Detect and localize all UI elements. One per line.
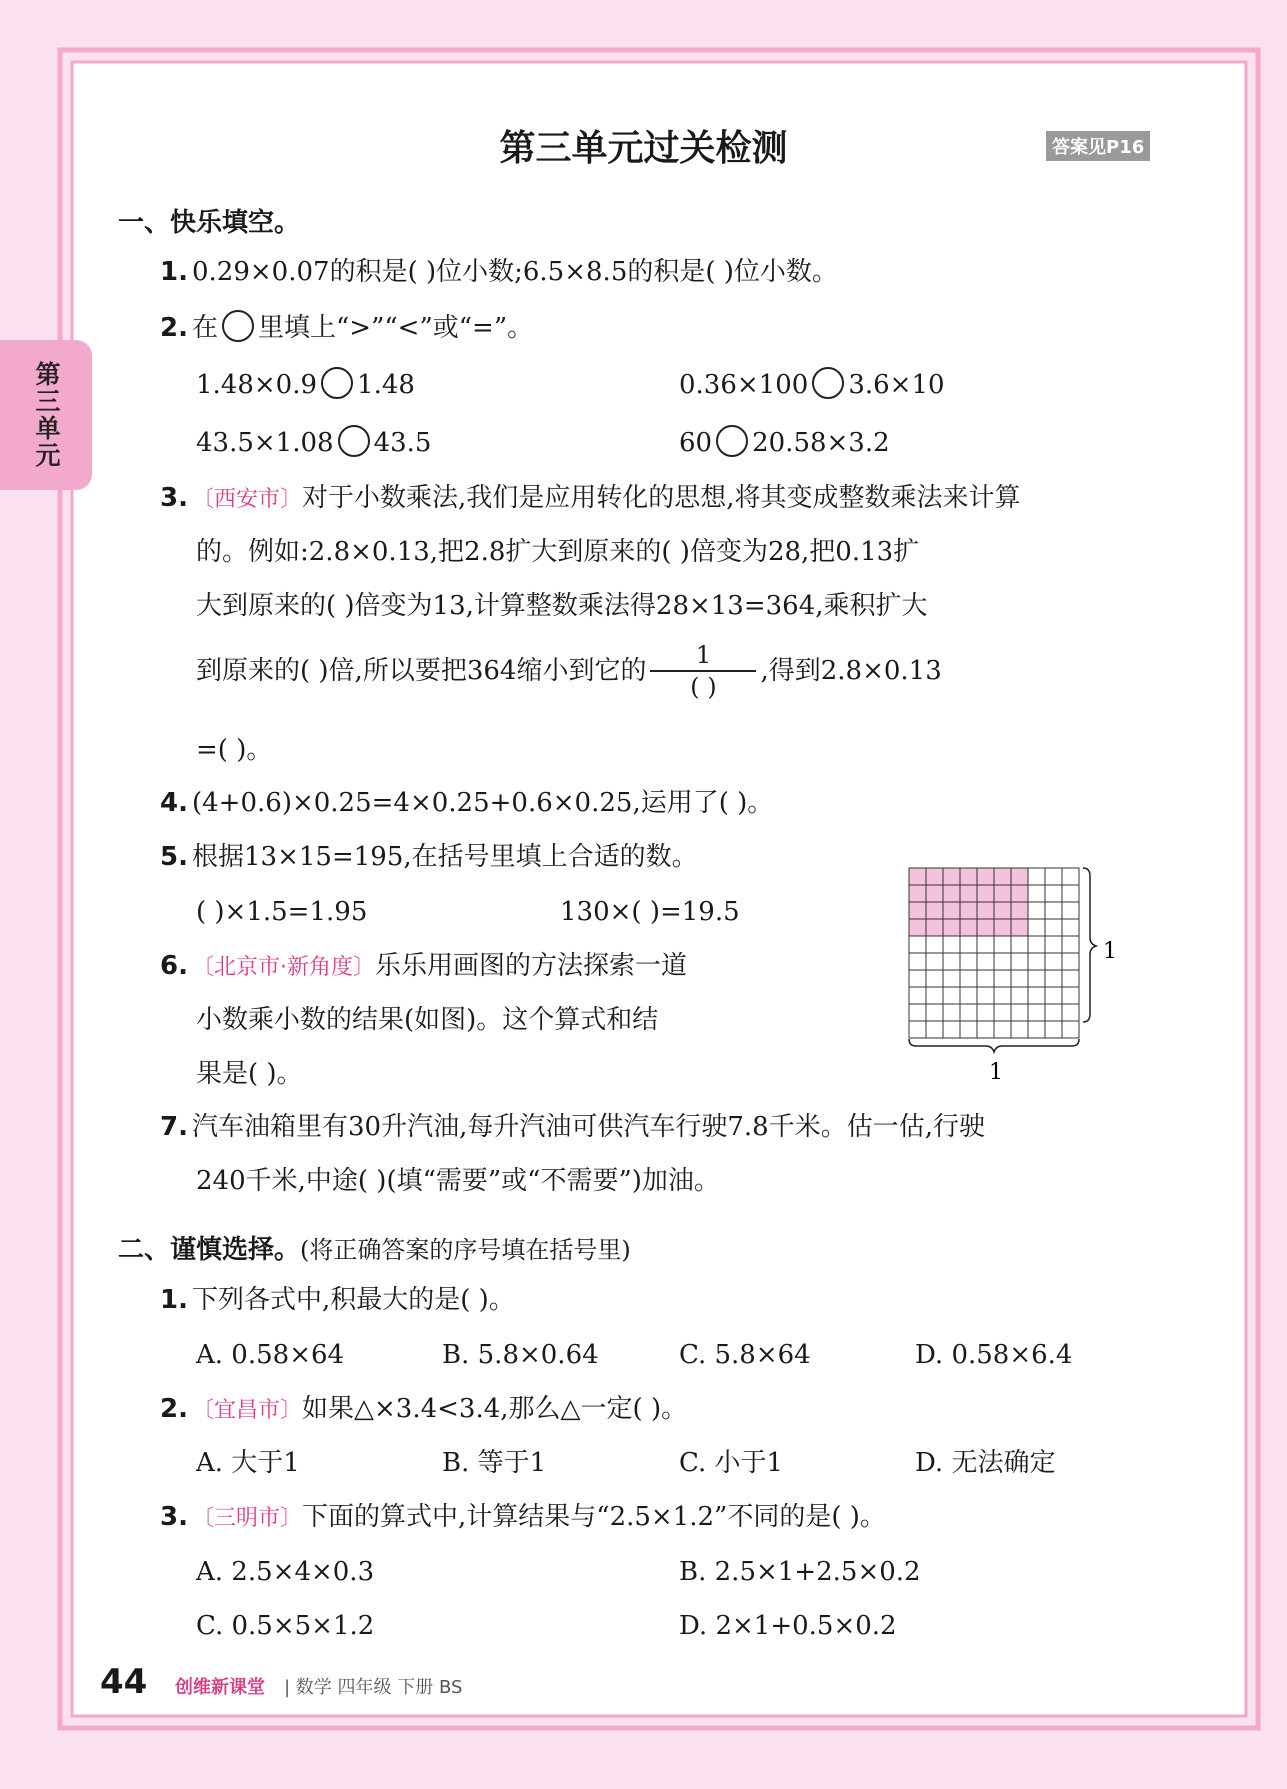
grid-cell [943,970,960,987]
question-number: 4. [160,788,188,818]
fraction-denominator[interactable]: ( ) [690,673,717,701]
grid-cell [926,970,943,987]
grid-cell [1045,970,1062,987]
grid-cell [994,936,1011,953]
grid-cell [1028,902,1045,919]
compare-item [196,367,415,402]
grid-cell [943,987,960,1004]
grid-cell [943,1021,960,1038]
grid-cell [926,936,943,953]
grid-cell [977,1004,994,1021]
option-b[interactable]: B. 2.5×1+2.5×0.2 [679,1557,921,1587]
s1-question-5 [160,840,698,874]
grid-cell [1062,885,1079,902]
question-text: 如果△×3.4<3.4,那么△一定( )。 [302,1394,688,1424]
grid-cell [977,936,994,953]
grid-cell [1011,987,1028,1004]
question-text: 的。例如:2.8×0.13,把2.8扩大到原来的( )倍变为28,把0.13扩 [196,537,920,567]
grid-cell [1028,1004,1045,1021]
section-title: 二、谨慎选择。 [118,1235,301,1265]
compare-item [679,425,890,460]
grid-cell [1045,987,1062,1004]
compare-left: 43.5×1.08 [196,428,334,458]
grid-cell-shaded [1011,868,1028,885]
source-tag: 〔宜昌市〕 [192,1398,303,1423]
grid-cell [1045,868,1062,885]
section2-heading [118,1229,631,1266]
question-text: 在 [192,313,219,343]
compare-left: 0.36×100 [679,370,809,400]
grid-cell-shaded [960,902,977,919]
s1-question-3 [160,481,1021,517]
question-number: 1. [160,1285,188,1315]
question-number: 5. [160,842,188,872]
source-tag: 〔北京市·新角度〕 [192,955,375,980]
decimal-grid-figure [900,862,1120,1092]
grid-cell [943,953,960,970]
fraction [650,640,756,702]
question-number: 1. [160,257,188,287]
compare-left: 1.48×0.9 [196,370,318,400]
question-text: 对于小数乘法,我们是应用转化的思想,将其变成整数乘法来计算 [302,483,1021,513]
option-d[interactable]: D. 无法确定 [915,1448,1056,1478]
option-c[interactable]: C. 小于1 [679,1448,784,1478]
bottom-label: 1 [989,1060,1003,1085]
grid-cell-shaded [943,868,960,885]
grid-cell [943,936,960,953]
source-tag: 〔西安市〕 [192,487,303,512]
option-a[interactable]: A. 大于1 [196,1448,300,1478]
grid-cell-shaded [977,919,994,936]
grid-cell [960,1004,977,1021]
grid-cell [1062,1021,1079,1038]
question-text: 240千米,中途( )(填“需要”或“不需要”)加油。 [196,1166,720,1196]
grid-cell [1062,1004,1079,1021]
compare-right: 43.5 [373,428,432,458]
question-text: 乐乐用画图的方法探索一道 [375,951,688,981]
grid-cell [1062,970,1079,987]
compare-item [196,425,431,460]
side-label: 1 [1103,939,1117,964]
grid-cell [960,970,977,987]
grid-cell [909,970,926,987]
grid-cell [1062,987,1079,1004]
fill-blank[interactable]: 130×( )=19.5 [560,897,740,927]
option-c[interactable]: C. 0.5×5×1.2 [196,1611,375,1641]
source-tag: 〔三明市〕 [192,1506,303,1531]
grid-cell-shaded [1011,919,1028,936]
grid-cell-shaded [909,885,926,902]
grid-cell [960,987,977,1004]
grid-cell-shaded [909,919,926,936]
s2-question-2 [160,1392,687,1428]
grid-cell [977,1021,994,1038]
grid-cell-shaded [926,902,943,919]
question-text: 0.29×0.07的积是( )位小数;6.5×8.5的积是( )位小数。 [192,257,838,287]
grid-cell-shaded [1011,885,1028,902]
question-text: 下面的算式中,计算结果与“2.5×1.2”不同的是( )。 [302,1502,886,1532]
question-text: 汽车油箱里有30升汽油,每升汽油可供汽车行驶7.8千米。估一估,行驶 [192,1112,985,1142]
compare-circle-icon[interactable] [338,425,370,457]
grid-cell [994,1004,1011,1021]
grid-cell-shaded [926,885,943,902]
grid-cell [1028,987,1045,1004]
compare-right: 1.48 [357,370,415,400]
compare-right: 20.58×3.2 [752,428,890,458]
grid-cell [1028,885,1045,902]
grid-cell [960,1021,977,1038]
grid-cell [977,970,994,987]
fill-blank[interactable]: ( )×1.5=1.95 [196,897,368,927]
grid-cell [1011,953,1028,970]
grid-cell [960,936,977,953]
unit-side-tab: 第三单元 [0,340,92,490]
page-title: 第三单元过关检测 [499,128,788,169]
question-text: ,得到2.8×0.13 [760,656,942,686]
grid-cell-shaded [977,902,994,919]
section1-heading: 一、快乐填空。 [118,208,301,238]
grid-cell-shaded [960,885,977,902]
grid-cell [1028,1021,1045,1038]
grid-cell [994,1021,1011,1038]
grid-cell [977,987,994,1004]
grid-cell-shaded [977,868,994,885]
right-brace [1083,868,1096,1022]
question-text-with-fraction [196,640,942,702]
grid-cell [909,987,926,1004]
option-b[interactable]: B. 等于1 [442,1448,547,1478]
fraction-numerator: 1 [695,641,712,669]
grid-cell-shaded [943,919,960,936]
grid-cell [1028,970,1045,987]
question-text: =( )。 [196,735,273,765]
grid-cell [977,953,994,970]
option-c[interactable]: C. 5.8×64 [679,1340,811,1370]
grid-cell-shaded [977,885,994,902]
question-text: 根据13×15=195,在括号里填上合适的数。 [192,842,698,872]
grid-cell [1028,919,1045,936]
grid-cell [994,970,1011,987]
s2-question-3 [160,1500,886,1536]
grid-cell-shaded [926,919,943,936]
grid-cell [926,1021,943,1038]
grid-cell [1028,936,1045,953]
grid-cell-shaded [1011,902,1028,919]
option-a[interactable]: A. 0.58×64 [196,1340,345,1370]
grid-cell [1028,953,1045,970]
question-number: 3. [160,1502,188,1532]
grid-cell-shaded [960,868,977,885]
grid-cell [909,1021,926,1038]
s1-question-2 [160,310,533,345]
page-number: 44 [100,1662,148,1702]
grid-cell [994,987,1011,1004]
grid-cell [1028,868,1045,885]
grid-cell-shaded [960,919,977,936]
compare-right: 3.6×10 [848,370,945,400]
grid-cell [1062,936,1079,953]
compare-circle-icon[interactable] [812,367,844,399]
grid-cell [1011,1004,1028,1021]
grid-cell [1011,970,1028,987]
section-note: (将正确答案的序号填在括号里) [300,1236,631,1264]
grid-cell [1045,953,1062,970]
question-text: (4+0.6)×0.25=4×0.25+0.6×0.25,运用了( )。 [192,788,774,818]
s2-question-1 [160,1283,515,1317]
bottom-brace [909,1039,1079,1052]
footer-info: | 数学 四年级 下册 BS [284,1677,463,1698]
question-number: 2. [160,1394,188,1424]
question-number: 7. [160,1112,188,1142]
grid-cell [1062,868,1079,885]
compare-circle-icon [222,310,254,342]
question-text: 到原来的( )倍,所以要把364缩小到它的 [196,656,647,686]
grid-cell [1011,1021,1028,1038]
s1-question-1 [160,255,838,289]
grid-cell [909,953,926,970]
grid-cell [1011,936,1028,953]
question-text[interactable]: 果是( )。 [196,1059,303,1089]
grid-cell [1062,919,1079,936]
grid-cell [1045,1021,1062,1038]
grid-cell-shaded [926,868,943,885]
grid-cell [1045,919,1062,936]
grid-cell [909,936,926,953]
answer-reference-badge: 答案见P16 [1046,131,1150,161]
compare-circle-icon[interactable] [321,367,353,399]
grid-cell-shaded [994,868,1011,885]
grid-cell [909,1004,926,1021]
grid-cell [926,1004,943,1021]
grid-cell [1062,902,1079,919]
question-text: 小数乘小数的结果(如图)。这个算式和结 [196,1005,659,1035]
grid-cell [960,953,977,970]
grid-cell-shaded [943,885,960,902]
grid-cell [994,953,1011,970]
compare-left: 60 [679,428,713,458]
grid-cell [1045,885,1062,902]
compare-circle-icon[interactable] [716,425,748,457]
grid-cell [1045,902,1062,919]
option-d[interactable]: D. 0.58×6.4 [915,1340,1073,1370]
question-text: 里填上“>”“<”或“=”。 [258,313,534,343]
footer-brand: 创维新课堂 [175,1677,265,1698]
grid-cell-shaded [943,902,960,919]
grid-cell [1045,936,1062,953]
s1-question-7 [160,1110,985,1144]
grid-cell-shaded [994,885,1011,902]
option-a[interactable]: A. 2.5×4×0.3 [196,1557,375,1587]
option-b[interactable]: B. 5.8×0.64 [442,1340,599,1370]
s1-question-6 [160,949,687,985]
option-d[interactable]: D. 2×1+0.5×0.2 [679,1611,897,1641]
grid-cell-shaded [909,868,926,885]
grid-cell [943,1004,960,1021]
question-number: 2. [160,313,188,343]
grid-cell [926,987,943,1004]
grid-cell [926,953,943,970]
s1-question-4 [160,786,773,820]
question-number: 6. [160,951,188,981]
grid-cell-shaded [994,919,1011,936]
grid-cell [1062,953,1079,970]
compare-item [679,367,945,402]
question-text: 大到原来的( )倍变为13,计算整数乘法得28×13=364,乘积扩大 [196,591,928,621]
question-text: 下列各式中,积最大的是( )。 [192,1285,515,1315]
question-number: 3. [160,483,188,513]
grid-cell [1045,1004,1062,1021]
grid-cell-shaded [909,902,926,919]
grid-cell-shaded [994,902,1011,919]
